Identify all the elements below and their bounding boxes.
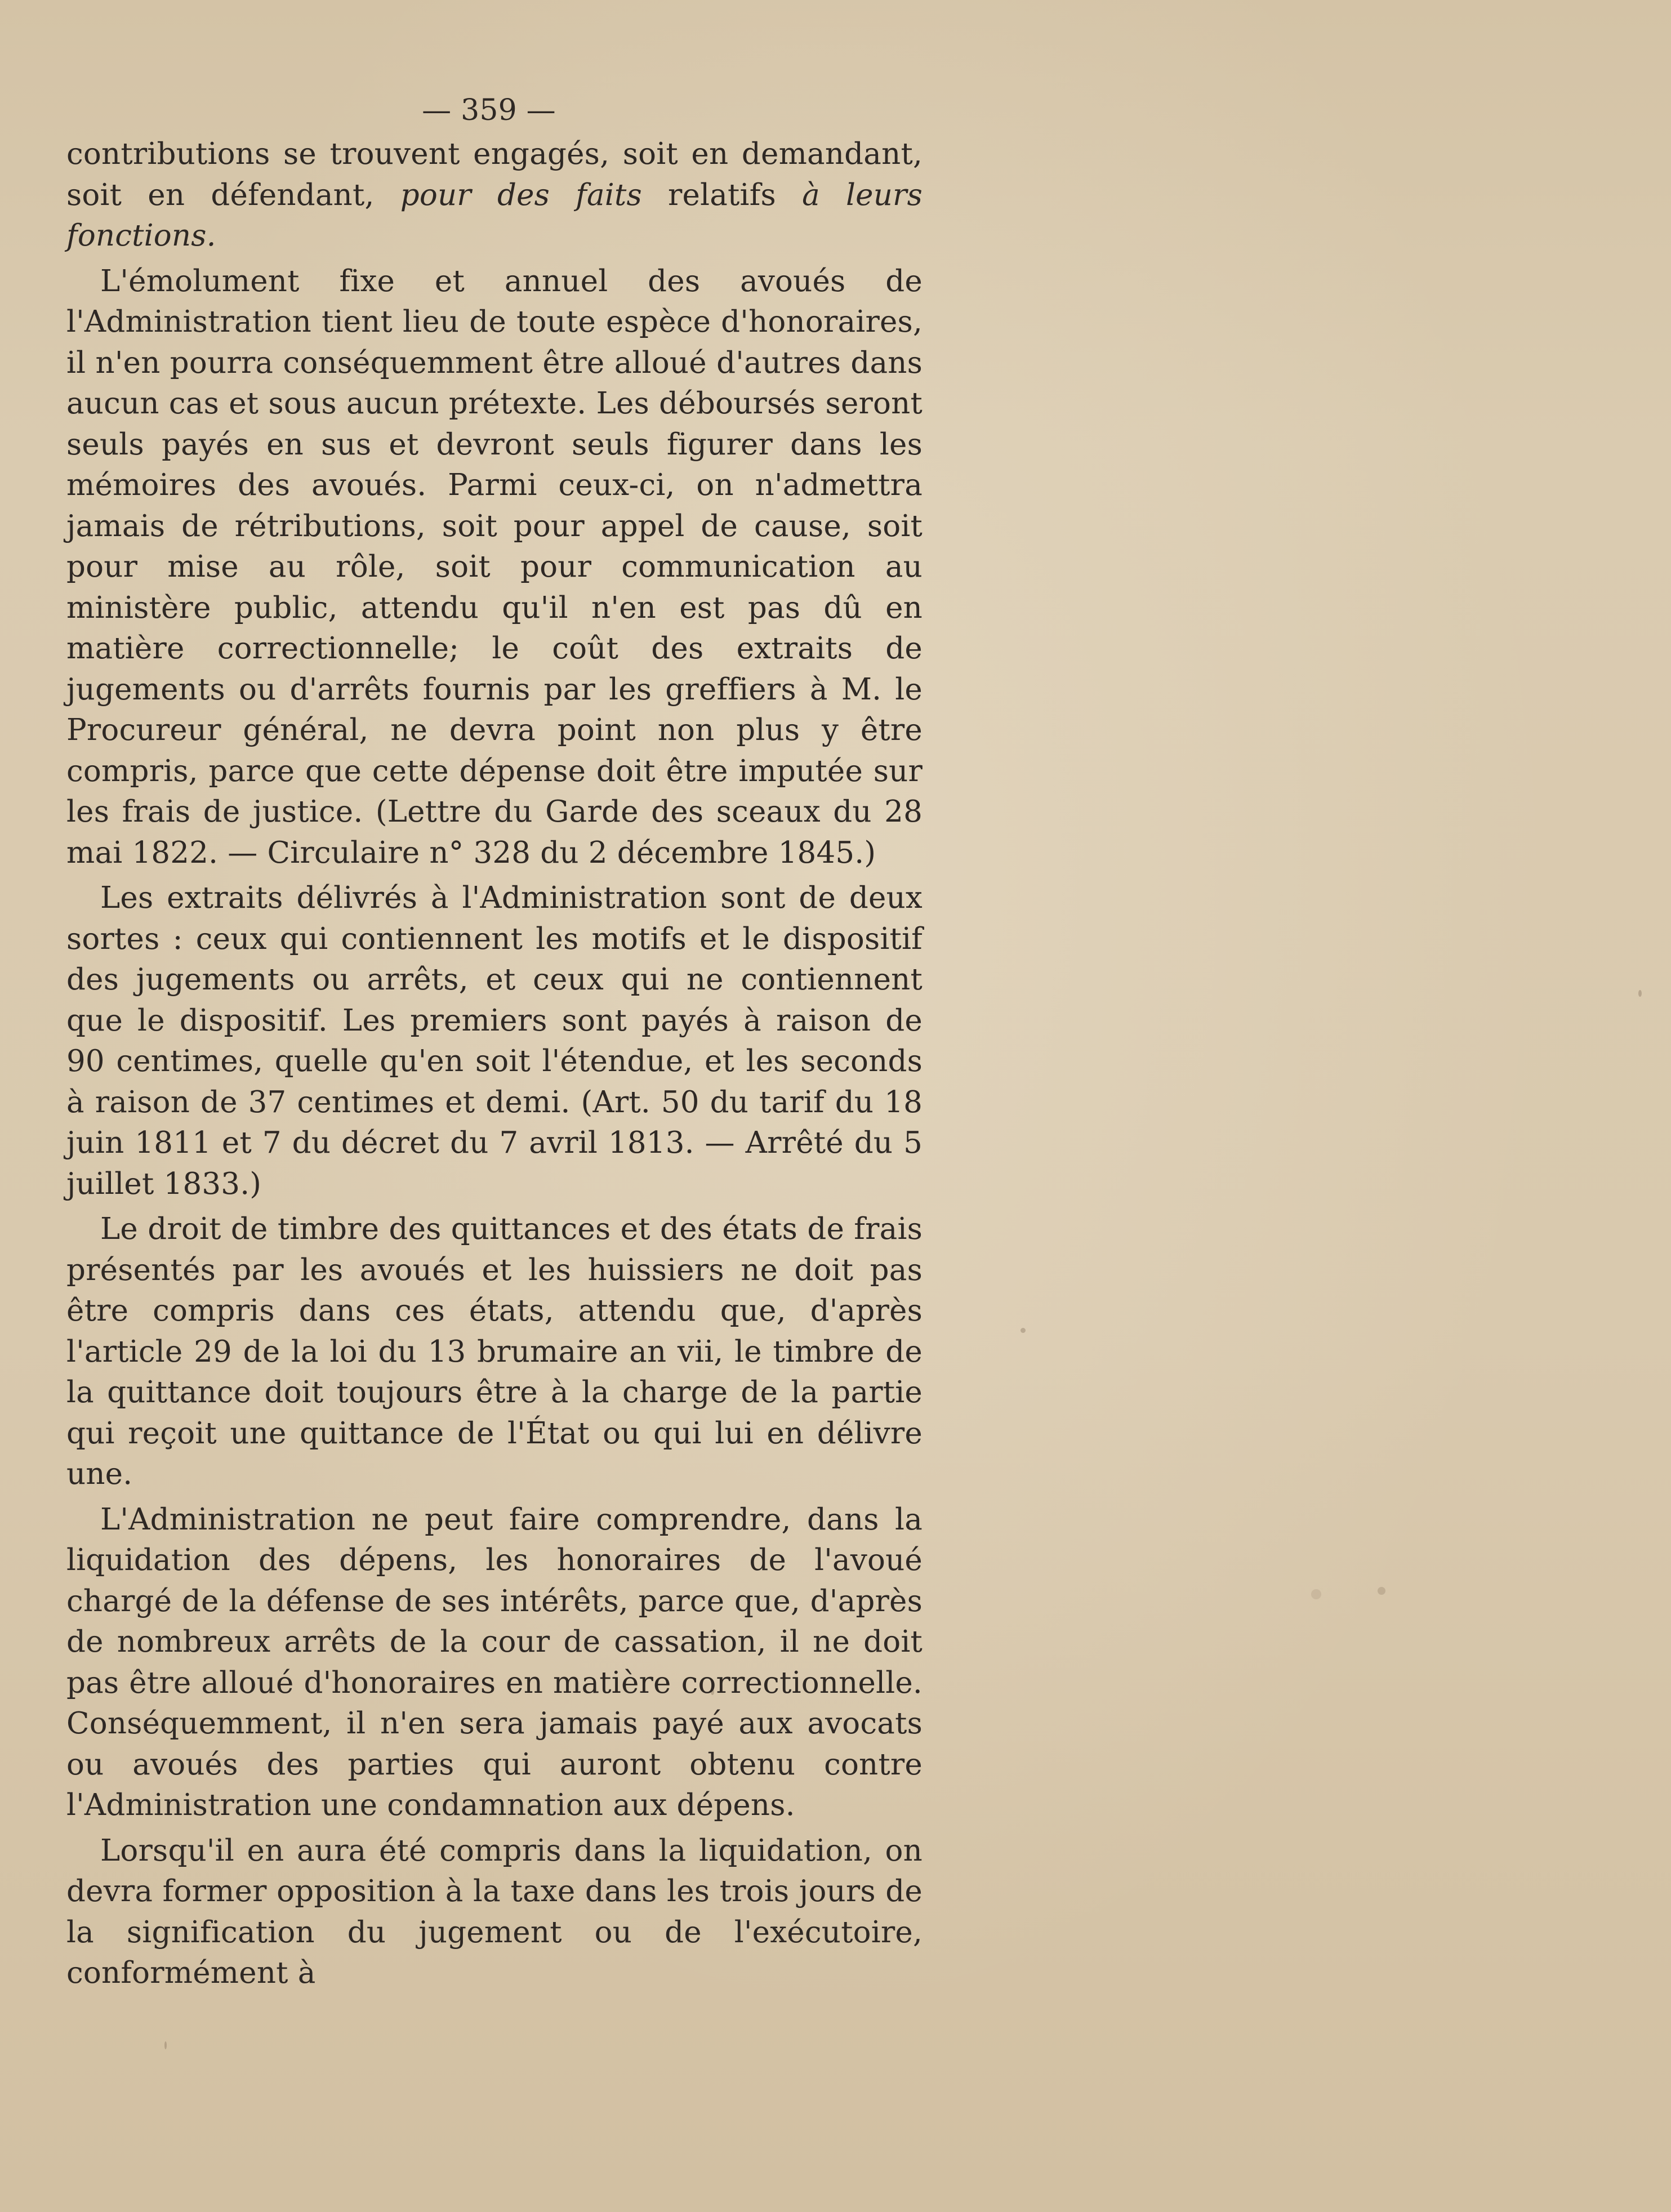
paper-speck [164,2041,167,2049]
page-number: — 359 — [422,93,556,127]
paragraph [66,878,923,1205]
text-segment: Lorsqu'il en aura été compris dans la liquidation, on devra former opposition à la taxe dans les trois jours de la signification du jugement ou de l'exécutoire, conformément à [66,1833,923,1990]
italic-segment: à leurs fonctions. [66,177,923,253]
paragraph [66,261,923,874]
paper-speck [1378,1587,1385,1595]
paragraph [66,134,923,257]
paragraph [66,1500,923,1826]
italic-segment: pour des faits [400,177,642,212]
paper-speck [1021,1328,1026,1333]
text-segment: Le droit de timbre des quittances et des états de frais présentés par les avoués et les huissiers ne doit pas être compris dans ces états, attendu que, d'après l'article 29 de la loi du 13 brumaire an vii, le timbre de la quittance doit toujours être à la charge de la partie qui reçoit une quittance de l'État ou qui lui en délivre une. [66,1212,923,1491]
text-segment: relatifs [641,177,803,212]
text-segment: L'émolument fixe et annuel des avoués de l'Administration tient lieu de toute espèce d'honoraires, il n'en pourra conséquemment être alloué d'autres dans aucun cas et sous aucun prétexte. Les déboursés seront seuls payés en sus et devront seuls figurer dans les mémoires des avoués. Parmi ceux-ci, on n'admettra jamais de rétributions, soit pour appel de cause, soit pour mise au rôle, soit pour communication au ministère public, attendu qu'il n'en est pas dû en matière correctionnelle; le coût des extraits de jugements ou d'arrêts fournis par les greffiers à M. le Procureur général, ne devra point non plus y être compris, parce que cette dépense doit être imputée sur les frais de justice. (Lettre du Garde des sceaux du 28 mai 1822. — Circulaire n° 328 du 2 décembre 1845.) [66,264,923,870]
paper-speck [1638,990,1642,997]
text-segment: Les extraits délivrés à l'Administration sont de deux sortes : ceux qui contiennent les motifs et le dispositif des jugements ou arrêts, et ceux qui ne contiennent que le dispositif. Les premiers sont payés à raison de 90 centimes, quelle qu'en soit l'étendue, et les seconds à raison de 37 centimes et demi. (Art. 50 du tarif du 18 juin 1811 et 7 du décret du 7 avril 1813. — Arrêté du 5 juillet 1833.) [66,881,923,1201]
text-column [66,90,923,1999]
paragraph [66,1831,923,1994]
paper-speck [1311,1589,1321,1599]
text-segment: L'Administration ne peut faire comprendre, dans la liquidation des dépens, les honoraires de l'avoué chargé de la défense de ses intérêts, parce que, d'après de nombreux arrêts de la cour de cassation, il ne doit pas être alloué d'honoraires en matière correctionnelle. Conséquemment, il n'en sera jamais payé aux avocats ou avoués des parties qui auront obtenu contre l'Administration une condamnation aux dépens. [66,1502,923,1822]
paragraph [66,1209,923,1495]
text-segment: contributions se trouvent engagés, soit en demandant, soit en défendant, [66,137,923,212]
